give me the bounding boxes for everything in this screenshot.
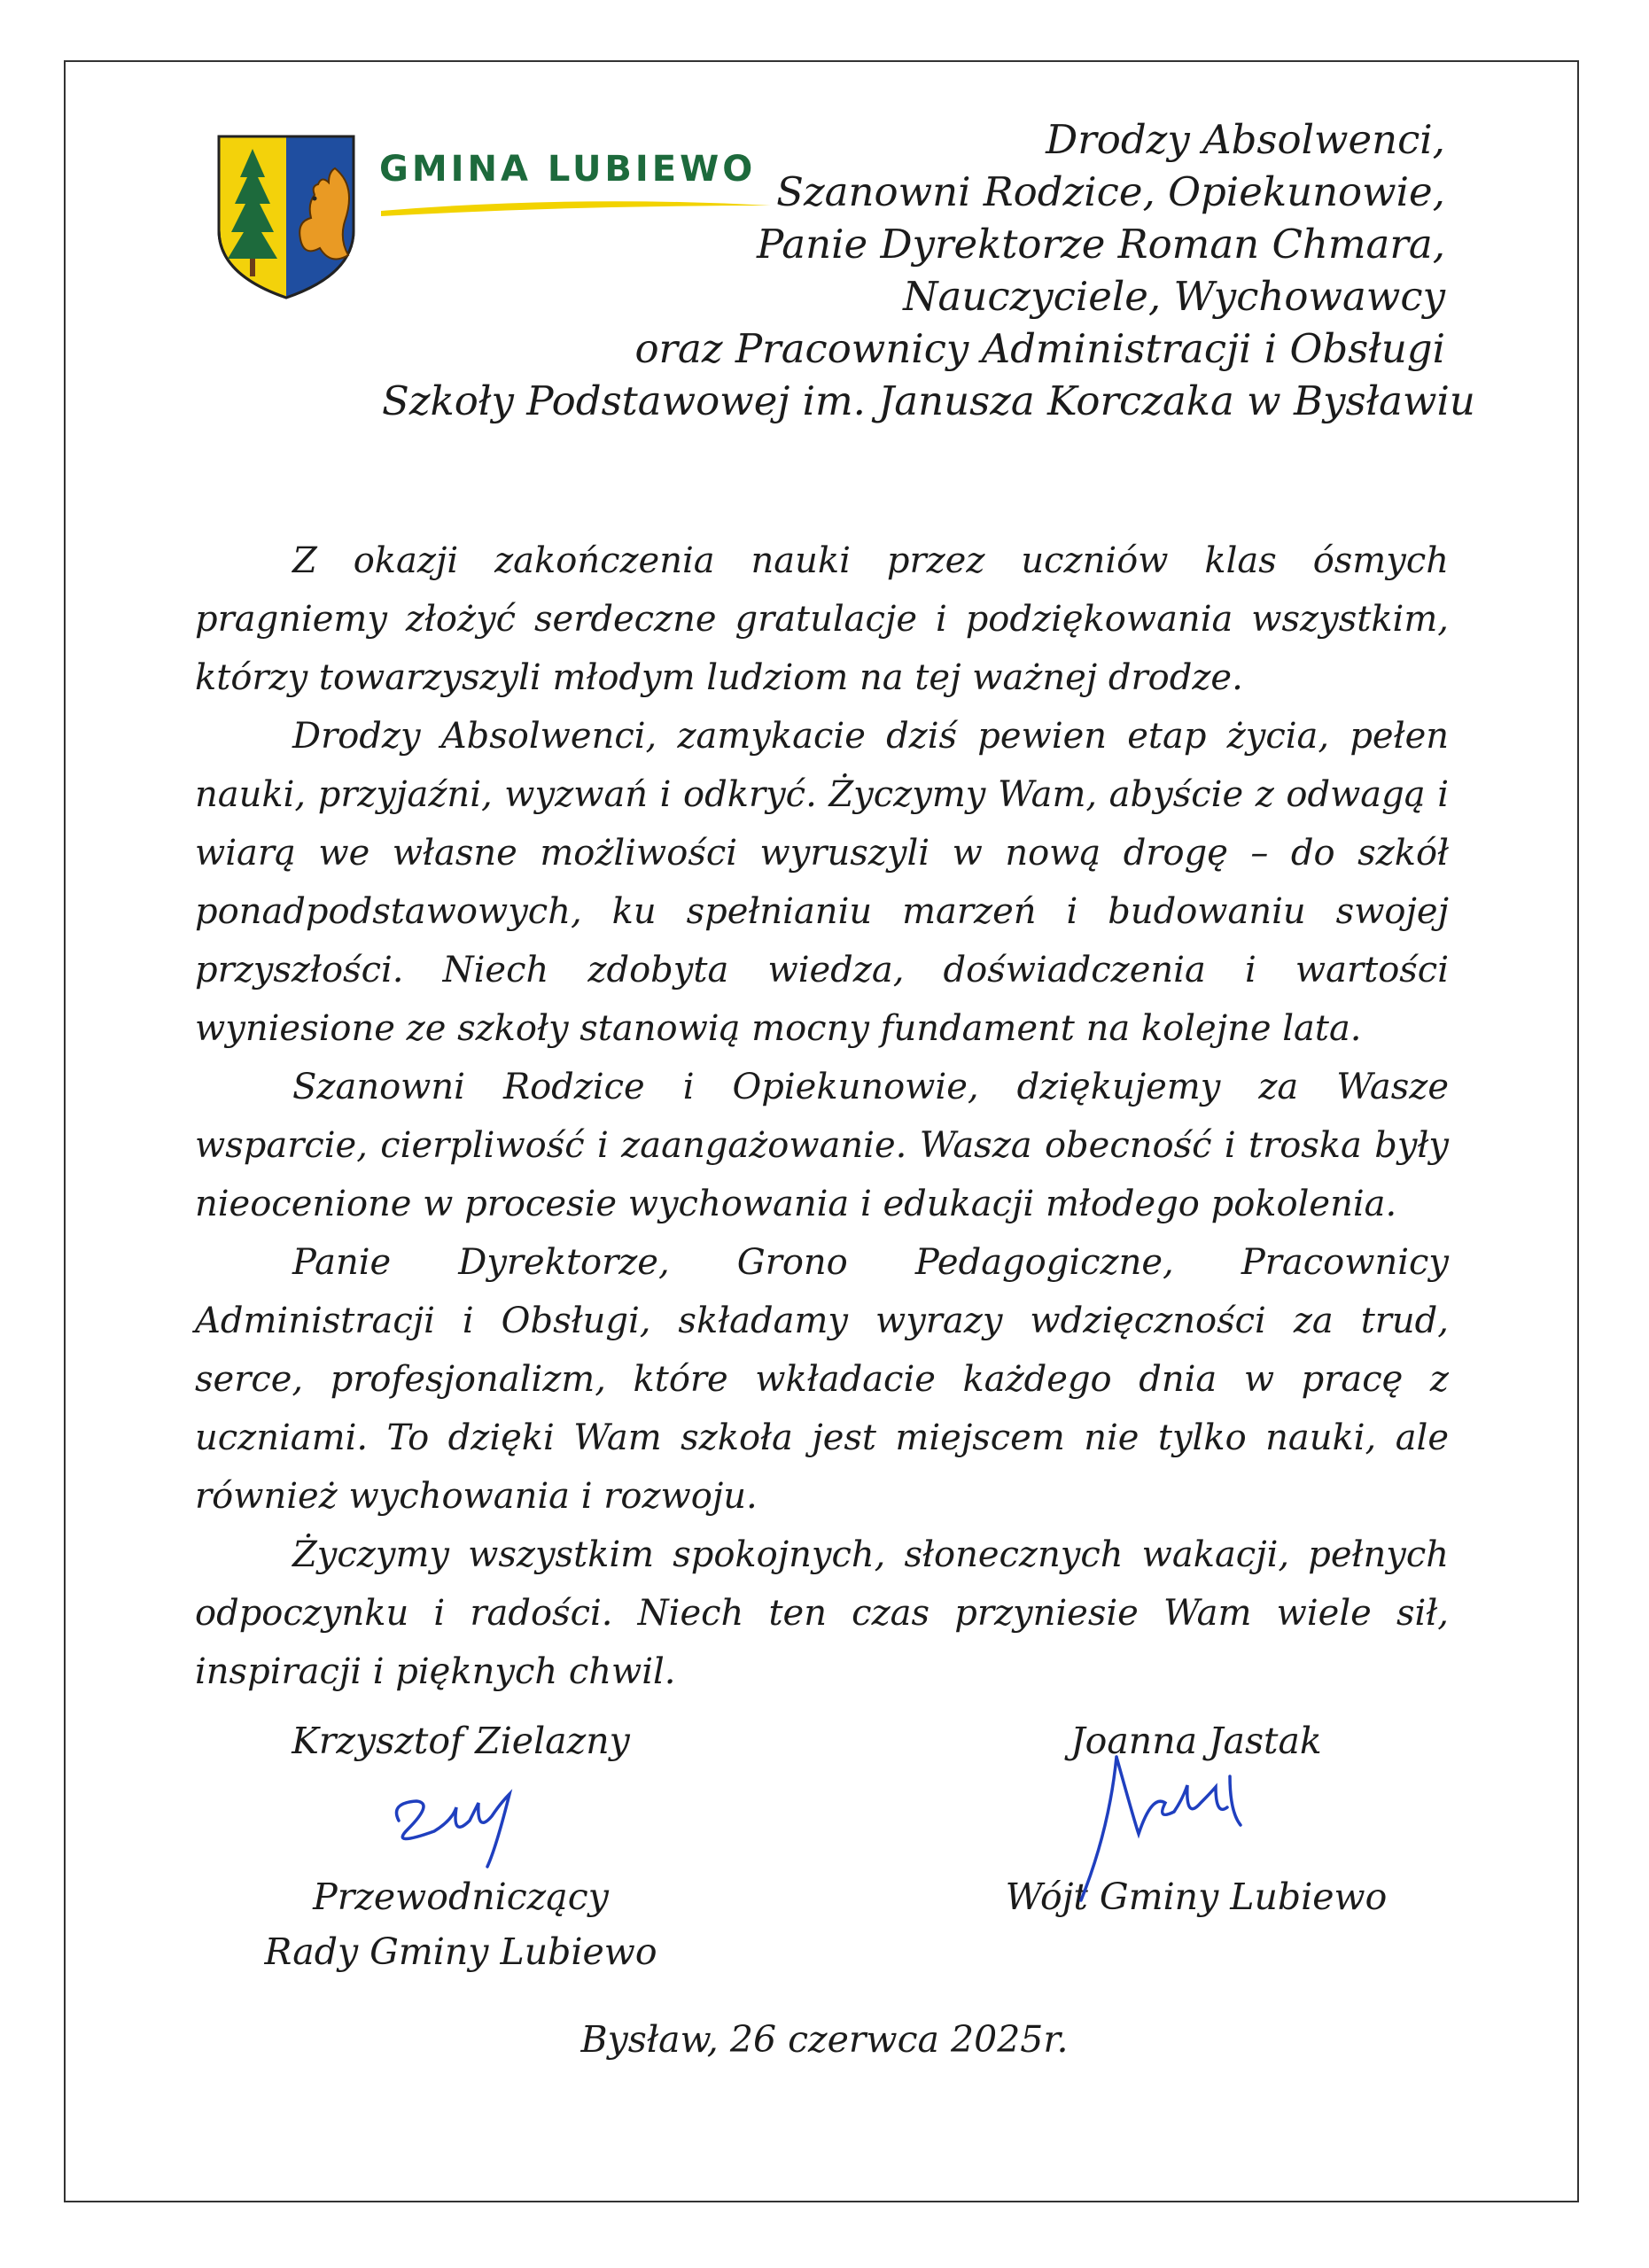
address-line: Szanowni Rodzice, Opiekunowie, (776, 168, 1445, 215)
paragraph: Panie Dyrektorze, Grono Pedagogiczne, Pracownicy Administracji i Obsługi, składamy wyrazy wdzięczności za trud, serce, profesjonalizm, które wkładacie każdego dnia w pracę z uczniami. To dzięki Wam szkoła jest miejscem nie tylko nauki, ale również wychowania i rozwoju. (195, 1242, 1449, 1517)
address-line: Nauczyciele, Wychowawcy (903, 273, 1445, 320)
paragraph: Szanowni Rodzice i Opiekunowie, dziękujemy za Wasze wsparcie, cierpliwość i zaangażowanie. Wasza obecność i troska były nieocenione w procesie wychowania i edukacji młodego pokolenia. (195, 1067, 1449, 1224)
recipient-address (382, 113, 1475, 427)
brand-logo-text: GMINA LUBIEWO (379, 149, 757, 190)
signer-name: Krzysztof Zielazny (292, 1720, 630, 1762)
address-line: oraz Pracownicy Administracji i Obsługi (634, 325, 1445, 372)
signer-role: Wójt Gminy Lubiewo (1005, 1876, 1388, 1918)
paragraph: Z okazji zakończenia nauki przez uczniów klas ósmych pragniemy złożyć serdeczne gratulacje i podziękowania wszystkim, którzy towarzyszyli młodym ludziom na tej ważnej drodze. (195, 540, 1449, 698)
signer-role: Przewodniczący (313, 1876, 609, 1918)
handwritten-signature-icon (257, 1767, 665, 1869)
handwritten-signature-icon (984, 1767, 1409, 1869)
coat-of-arms-icon (215, 133, 357, 301)
letter-body (195, 532, 1449, 1701)
address-line: Panie Dyrektorze Roman Chmara, (757, 221, 1445, 268)
paragraph: Życzymy wszystkim spokojnych, słonecznych wakacji, pełnych odpoczynku i radości. Niech ten czas przyniesie Wam wiele sił, inspiracji i pięknych chwil. (195, 1534, 1449, 1692)
address-line: Szkoły Podstawowej im. Janusza Korczaka w Bysławiu (382, 377, 1475, 424)
signature-block-mayor (984, 1714, 1409, 1924)
signer-name: Joanna Jastak (1070, 1720, 1322, 1762)
signature-block-chairman (257, 1714, 665, 1979)
signer-role: Rady Gminy Lubiewo (264, 1930, 657, 1973)
place-and-date: Bysław, 26 czerwca 2025r. (580, 2018, 1069, 2061)
paragraph: Drodzy Absolwenci, zamykacie dziś pewien etap życia, pełen nauki, przyjaźni, wyzwań i odkryć. Życzymy Wam, abyście z odwagą i wiarą we własne możliwości wyruszyli w nową drogę – do szkół ponadpodstawowych, ku spełnianiu marzeń i budowaniu swojej przyszłości. Niech zdobyta wiedza, doświadczenia i wartości wyniesione ze szkoły stanowią mocny fundament na kolejne lata. (195, 716, 1449, 1049)
address-line: Drodzy Absolwenci, (1046, 116, 1445, 163)
